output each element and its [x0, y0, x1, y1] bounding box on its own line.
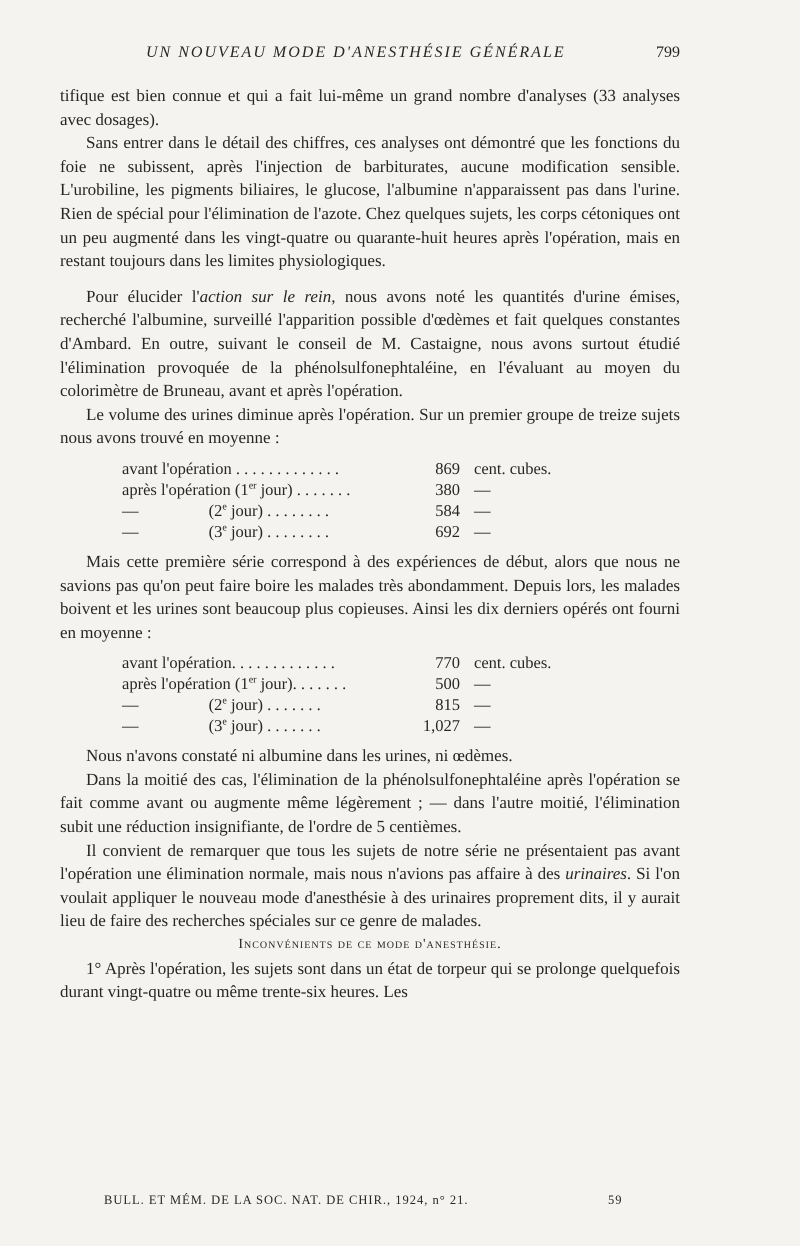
text-segment: Il convient de remarquer que tous les sujets de notre série ne présentaient pas avant l'opération une élimination normale, mais nous n'avions pas affaire à des	[60, 840, 680, 884]
row-label: — (2e jour) . . . . . . .	[122, 695, 321, 715]
table-row	[60, 458, 680, 479]
body-text	[60, 84, 680, 1004]
row-label: avant l'opération . . . . . . . . . . . . .	[122, 458, 339, 478]
row-value: 770	[435, 653, 460, 673]
row-unit: cent. cubes.	[474, 458, 552, 478]
paragraph-kidney-action	[60, 285, 680, 403]
footer-source: BULL. ET MÉM. DE LA SOC. NAT. DE CHIR., 1924, n° 21.	[104, 1193, 469, 1207]
table-row	[60, 694, 680, 715]
row-value: 815	[435, 695, 460, 715]
row-label: après l'opération (1er jour). . . . . . .	[122, 674, 347, 694]
row-label: après l'opération (1er jour) . . . . . . .	[122, 479, 351, 499]
row-unit: —	[474, 695, 491, 715]
row-label: — (3e jour) . . . . . . . .	[122, 521, 330, 541]
table-row	[60, 500, 680, 521]
table-row	[60, 521, 680, 542]
row-value: 584	[435, 500, 460, 520]
row-value: 692	[435, 521, 460, 541]
paragraph-urine-volume: Le volume des urines diminue après l'opération. Sur un premier groupe de treize sujets nous avons trouvé en moyenne :	[60, 404, 680, 448]
footer-folio: 59	[608, 1193, 623, 1207]
row-unit: —	[474, 479, 491, 499]
table-row	[60, 652, 680, 673]
paragraph-urinary-patients	[60, 839, 680, 933]
row-label: avant l'opération. . . . . . . . . . . . .	[122, 653, 335, 673]
text-segment: Pour élucider l'	[86, 286, 200, 306]
row-value: 380	[435, 479, 460, 499]
paragraph-liver-analyses: Sans entrer dans le détail des chiffres, ces analyses ont démontré que les fonctions du foie ne subissent, après l'injection de barbiturates, aucune modification sensible. L'urobiline, les pigments biliaires, le glucose, l'albumine n'apparaissent pas dans l'urine. Rien de spécial pour l'élimination de l'azote. Chez quelques sujets, les corps cétoniques ont un peu augmenté dans les vingt-quatre ou quarante-huit heures après l'opération, mais en restant toujours dans les limites physiologiques.	[60, 133, 680, 271]
row-value: 1,027	[422, 716, 460, 736]
paragraph-phenolsulfonephthalein: Dans la moitié des cas, l'élimination de la phénolsulfonephtaléine après l'opération se fait comme avant ou augmente même légèrement ; — dans l'autre moitié, l'élimination subit une réduction insignifiante, de l'ordre de 5 centièmes.	[60, 769, 680, 837]
row-value: 869	[435, 458, 460, 478]
paragraph-continuation: tifique est bien connue et qui a fait lui-même un grand nombre d'analyses (33 analyses avec dosages).	[60, 86, 680, 129]
section-heading: Inconvénients de ce mode d'anesthésie.	[238, 937, 502, 953]
row-label: — (2e jour) . . . . . . . .	[122, 500, 330, 520]
emphasis-action-sur-le-rein: action sur le rein	[199, 286, 332, 306]
table-row	[60, 715, 680, 736]
running-title: UN NOUVEAU MODE D'ANESTHÉSIE GÉNÉRALE	[146, 44, 566, 61]
urine-volume-table-last-ten	[60, 652, 680, 736]
emphasis-urinaires: urinaires	[565, 864, 627, 884]
paragraph-torpor: 1° Après l'opération, les sujets sont dans un état de torpeur qui se prolonge quelquefois durant vingt-quatre ou même trente-six heures. Les	[60, 958, 680, 1002]
row-value: 500	[435, 674, 460, 694]
running-header	[60, 44, 680, 68]
table-row	[60, 673, 680, 694]
row-unit: cent. cubes.	[474, 653, 552, 673]
paragraph-no-albumin: Nous n'avons constaté ni albumine dans les urines, ni œdèmes.	[86, 746, 513, 766]
page-number: 799	[656, 44, 680, 61]
text-segment: . Si l'on voulait appliquer le nouveau mode d'anesthésie à des urinaires proprement dits, il y aurait lieu de faire des recherches spéciales sur ce genre de malades.	[60, 864, 680, 931]
paragraph-second-series: Mais cette première série correspond à des expériences de début, alors que nous ne savions pas qu'on peut faire boire les malades très abondamment. Depuis lors, les malades boivent et les urines sont beaucoup plus copieuses. Ainsi les dix derniers opérés ont fourni en moyenne :	[60, 551, 680, 642]
urine-volume-table-first-group	[60, 458, 680, 542]
row-unit: —	[474, 500, 491, 520]
row-unit: —	[474, 521, 491, 541]
table-row	[60, 479, 680, 500]
row-label: — (3e jour) . . . . . . .	[122, 716, 321, 736]
row-unit: —	[474, 674, 491, 694]
text-segment: , nous avons noté les quantités d'urine émises, recherché l'albumine, surveillé l'apparition possible d'œdèmes et fait quelques constantes d'Ambard. En outre, suivant le conseil de M. Castaigne, nous avons surtout étudié l'élimination provoquée de la phénolsulfonephtaléine, en l'évaluant au moyen du colorimètre de Bruneau, avant et après l'opération.	[60, 286, 680, 401]
row-unit: —	[474, 716, 491, 736]
